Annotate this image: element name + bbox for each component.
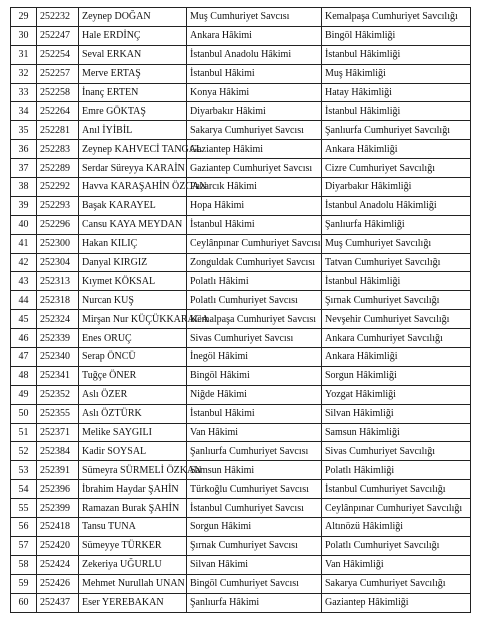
current-post-cell: Bingöl Cumhuriyet Savcısı	[187, 574, 322, 593]
new-post-cell: Şırnak Cumhuriyet Savcılığı	[322, 291, 471, 310]
table-row	[11, 64, 471, 83]
person-name-cell: Nurcan KUŞ	[79, 291, 187, 310]
registry-number-cell: 252384	[37, 442, 79, 461]
row-number-cell: 47	[11, 348, 37, 367]
row-number-cell: 43	[11, 272, 37, 291]
current-post-cell: Gaziantep Hâkimi	[187, 140, 322, 159]
table-row	[11, 499, 471, 518]
table-row	[11, 480, 471, 499]
registry-number-cell: 252313	[37, 272, 79, 291]
person-name-cell: Cansu KAYA MEYDAN	[79, 215, 187, 234]
table-row	[11, 442, 471, 461]
current-post-cell: İstanbul Cumhuriyet Savcısı	[187, 499, 322, 518]
new-post-cell: Bingöl Hâkimliği	[322, 26, 471, 45]
person-name-cell: Hakan KILIÇ	[79, 234, 187, 253]
row-number-cell: 46	[11, 329, 37, 348]
person-name-cell: İbrahim Haydar ŞAHİN	[79, 480, 187, 499]
person-name-cell: Tansu TUNA	[79, 518, 187, 537]
row-number-cell: 56	[11, 518, 37, 537]
current-post-cell: Şanlıurfa Cumhuriyet Savcısı	[187, 442, 322, 461]
new-post-cell: Sakarya Cumhuriyet Savcılığı	[322, 574, 471, 593]
current-post-cell: Van Hâkimi	[187, 423, 322, 442]
new-post-cell: Tatvan Cumhuriyet Savcılığı	[322, 253, 471, 272]
table-row	[11, 518, 471, 537]
person-name-cell: Zeynep KAHVECİ TANGAL	[79, 140, 187, 159]
row-number-cell: 30	[11, 26, 37, 45]
row-number-cell: 36	[11, 140, 37, 159]
person-name-cell: Tuğçe ÖNER	[79, 366, 187, 385]
registry-number-cell: 252264	[37, 102, 79, 121]
current-post-cell: Silvan Hâkimi	[187, 555, 322, 574]
person-name-cell: Havva KARAŞAHİN ÖZCAN	[79, 178, 187, 197]
person-name-cell: Mehmet Nurullah UNAN	[79, 574, 187, 593]
person-name-cell: Mirşan Nur KÜÇÜKKARACA	[79, 310, 187, 329]
person-name-cell: Danyal KIRGIZ	[79, 253, 187, 272]
new-post-cell: İstanbul Hâkimliği	[322, 272, 471, 291]
registry-number-cell: 252424	[37, 555, 79, 574]
table-row	[11, 385, 471, 404]
current-post-cell: Şırnak Cumhuriyet Savcısı	[187, 536, 322, 555]
row-number-cell: 58	[11, 555, 37, 574]
current-post-cell: Kemalpaşa Cumhuriyet Savcısı	[187, 310, 322, 329]
row-number-cell: 60	[11, 593, 37, 612]
person-name-cell: Zeynep DOĞAN	[79, 8, 187, 27]
current-post-cell: Muş Cumhuriyet Savcısı	[187, 8, 322, 27]
registry-number-cell: 252289	[37, 159, 79, 178]
table-row	[11, 291, 471, 310]
row-number-cell: 34	[11, 102, 37, 121]
new-post-cell: Silvan Hâkimliği	[322, 404, 471, 423]
row-number-cell: 31	[11, 45, 37, 64]
new-post-cell: Cizre Cumhuriyet Savcılığı	[322, 159, 471, 178]
person-name-cell: Eser YEREBAKAN	[79, 593, 187, 612]
registry-number-cell: 252420	[37, 536, 79, 555]
row-number-cell: 51	[11, 423, 37, 442]
current-post-cell: Pazarcık Hâkimi	[187, 178, 322, 197]
current-post-cell: Zonguldak Cumhuriyet Savcısı	[187, 253, 322, 272]
new-post-cell: Nevşehir Cumhuriyet Savcılığı	[322, 310, 471, 329]
current-post-cell: Niğde Hâkimi	[187, 385, 322, 404]
row-number-cell: 32	[11, 64, 37, 83]
person-name-cell: Aslı ÖZTÜRK	[79, 404, 187, 423]
person-name-cell: Sümeyra SÜRMELİ ÖZKAN	[79, 461, 187, 480]
registry-number-cell: 252258	[37, 83, 79, 102]
new-post-cell: Kemalpaşa Cumhuriyet Savcılığı	[322, 8, 471, 27]
new-post-cell: Altınözü Hâkimliği	[322, 518, 471, 537]
table-row	[11, 574, 471, 593]
registry-number-cell: 252292	[37, 178, 79, 197]
table-row	[11, 423, 471, 442]
registry-number-cell: 252300	[37, 234, 79, 253]
person-name-cell: Ramazan Burak ŞAHİN	[79, 499, 187, 518]
row-number-cell: 59	[11, 574, 37, 593]
current-post-cell: Sorgun Hâkimi	[187, 518, 322, 537]
current-post-cell: Konya Hâkimi	[187, 83, 322, 102]
row-number-cell: 29	[11, 8, 37, 27]
row-number-cell: 38	[11, 178, 37, 197]
new-post-cell: Diyarbakır Hâkimliği	[322, 178, 471, 197]
table-row	[11, 102, 471, 121]
current-post-cell: Gaziantep Cumhuriyet Savcısı	[187, 159, 322, 178]
person-name-cell: Hale ERDİNÇ	[79, 26, 187, 45]
table-row	[11, 536, 471, 555]
registry-number-cell: 252283	[37, 140, 79, 159]
registry-number-cell: 252371	[37, 423, 79, 442]
table-row	[11, 45, 471, 64]
table-row	[11, 348, 471, 367]
registry-number-cell: 252318	[37, 291, 79, 310]
current-post-cell: İstanbul Anadolu Hâkimi	[187, 45, 322, 64]
person-name-cell: İnanç ERTEN	[79, 83, 187, 102]
registry-number-cell: 252304	[37, 253, 79, 272]
table-row	[11, 310, 471, 329]
current-post-cell: Ceylânpınar Cumhuriyet Savcısı	[187, 234, 322, 253]
person-name-cell: Anıl İYİBİL	[79, 121, 187, 140]
table-row	[11, 461, 471, 480]
person-name-cell: Seval ERKAN	[79, 45, 187, 64]
new-post-cell: Ankara Hâkimliği	[322, 348, 471, 367]
person-name-cell: Sümeyye TÜRKER	[79, 536, 187, 555]
table-row	[11, 404, 471, 423]
current-post-cell: Türkoğlu Cumhuriyet Savcısı	[187, 480, 322, 499]
table-row	[11, 178, 471, 197]
new-post-cell: Ankara Hâkimliği	[322, 140, 471, 159]
new-post-cell: Muş Cumhuriyet Savcılığı	[322, 234, 471, 253]
new-post-cell: Hatay Hâkimliği	[322, 83, 471, 102]
registry-number-cell: 252281	[37, 121, 79, 140]
table-row	[11, 253, 471, 272]
row-number-cell: 42	[11, 253, 37, 272]
row-number-cell: 33	[11, 83, 37, 102]
row-number-cell: 41	[11, 234, 37, 253]
current-post-cell: Polatlı Hâkimi	[187, 272, 322, 291]
table-row	[11, 26, 471, 45]
current-post-cell: Hopa Hâkimi	[187, 196, 322, 215]
row-number-cell: 35	[11, 121, 37, 140]
registry-number-cell: 252232	[37, 8, 79, 27]
row-number-cell: 52	[11, 442, 37, 461]
new-post-cell: Şanlıurfa Hâkimliği	[322, 215, 471, 234]
new-post-cell: Samsun Hâkimliği	[322, 423, 471, 442]
new-post-cell: Ankara Cumhuriyet Savcılığı	[322, 329, 471, 348]
registry-number-cell: 252257	[37, 64, 79, 83]
row-number-cell: 49	[11, 385, 37, 404]
new-post-cell: Polatlı Hâkimliği	[322, 461, 471, 480]
current-post-cell: Sivas Cumhuriyet Savcısı	[187, 329, 322, 348]
row-number-cell: 57	[11, 536, 37, 555]
table-row	[11, 196, 471, 215]
new-post-cell: Sorgun Hâkimliği	[322, 366, 471, 385]
registry-number-cell: 252341	[37, 366, 79, 385]
registry-number-cell: 252391	[37, 461, 79, 480]
registry-number-cell: 252324	[37, 310, 79, 329]
registry-number-cell: 252247	[37, 26, 79, 45]
current-post-cell: İstanbul Hâkimi	[187, 404, 322, 423]
table-row	[11, 366, 471, 385]
new-post-cell: Van Hâkimliği	[322, 555, 471, 574]
appointment-table-body	[11, 8, 471, 613]
registry-number-cell: 252426	[37, 574, 79, 593]
current-post-cell: Ankara Hâkimi	[187, 26, 322, 45]
registry-number-cell: 252399	[37, 499, 79, 518]
new-post-cell: Muş Hâkimliği	[322, 64, 471, 83]
registry-number-cell: 252355	[37, 404, 79, 423]
new-post-cell: Şanlıurfa Cumhuriyet Savcılığı	[322, 121, 471, 140]
person-name-cell: Zekeriya UĞURLU	[79, 555, 187, 574]
new-post-cell: İstanbul Cumhuriyet Savcılığı	[322, 480, 471, 499]
registry-number-cell: 252396	[37, 480, 79, 499]
current-post-cell: Sakarya Cumhuriyet Savcısı	[187, 121, 322, 140]
current-post-cell: İstanbul Hâkimi	[187, 64, 322, 83]
person-name-cell: Aslı ÖZER	[79, 385, 187, 404]
new-post-cell: İstanbul Hâkimliği	[322, 102, 471, 121]
person-name-cell: Başak KARAYEL	[79, 196, 187, 215]
registry-number-cell: 252339	[37, 329, 79, 348]
table-row	[11, 555, 471, 574]
table-row	[11, 272, 471, 291]
row-number-cell: 54	[11, 480, 37, 499]
new-post-cell: Sivas Cumhuriyet Savcılığı	[322, 442, 471, 461]
registry-number-cell: 252352	[37, 385, 79, 404]
current-post-cell: İnegöl Hâkimi	[187, 348, 322, 367]
table-row	[11, 140, 471, 159]
row-number-cell: 45	[11, 310, 37, 329]
table-row	[11, 593, 471, 612]
row-number-cell: 40	[11, 215, 37, 234]
new-post-cell: Gaziantep Hâkimliği	[322, 593, 471, 612]
table-row	[11, 159, 471, 178]
person-name-cell: Melike SAYGILI	[79, 423, 187, 442]
table-row	[11, 121, 471, 140]
person-name-cell: Serap ÖNCÜ	[79, 348, 187, 367]
new-post-cell: İstanbul Hâkimliği	[322, 45, 471, 64]
current-post-cell: Samsun Hâkimi	[187, 461, 322, 480]
registry-number-cell: 252340	[37, 348, 79, 367]
current-post-cell: Polatlı Cumhuriyet Savcısı	[187, 291, 322, 310]
person-name-cell: Kıymet KÖKSAL	[79, 272, 187, 291]
person-name-cell: Merve ERTAŞ	[79, 64, 187, 83]
registry-number-cell: 252418	[37, 518, 79, 537]
registry-number-cell: 252293	[37, 196, 79, 215]
person-name-cell: Kadir SOYSAL	[79, 442, 187, 461]
current-post-cell: Bingöl Hâkimi	[187, 366, 322, 385]
row-number-cell: 48	[11, 366, 37, 385]
current-post-cell: İstanbul Hâkimi	[187, 215, 322, 234]
current-post-cell: Şanlıurfa Hâkimi	[187, 593, 322, 612]
new-post-cell: Polatlı Cumhuriyet Savcılığı	[322, 536, 471, 555]
person-name-cell: Serdar Süreyya KARAİN	[79, 159, 187, 178]
registry-number-cell: 252437	[37, 593, 79, 612]
new-post-cell: Yozgat Hâkimliği	[322, 385, 471, 404]
row-number-cell: 39	[11, 196, 37, 215]
new-post-cell: İstanbul Anadolu Hâkimliği	[322, 196, 471, 215]
person-name-cell: Enes ORUÇ	[79, 329, 187, 348]
registry-number-cell: 252296	[37, 215, 79, 234]
table-row	[11, 234, 471, 253]
row-number-cell: 37	[11, 159, 37, 178]
table-row	[11, 215, 471, 234]
row-number-cell: 55	[11, 499, 37, 518]
appointment-table	[10, 7, 471, 613]
row-number-cell: 44	[11, 291, 37, 310]
person-name-cell: Emre GÖKTAŞ	[79, 102, 187, 121]
new-post-cell: Ceylânpınar Cumhuriyet Savcılığı	[322, 499, 471, 518]
row-number-cell: 53	[11, 461, 37, 480]
registry-number-cell: 252254	[37, 45, 79, 64]
table-row	[11, 83, 471, 102]
table-row	[11, 8, 471, 27]
row-number-cell: 50	[11, 404, 37, 423]
current-post-cell: Diyarbakır Hâkimi	[187, 102, 322, 121]
table-row	[11, 329, 471, 348]
